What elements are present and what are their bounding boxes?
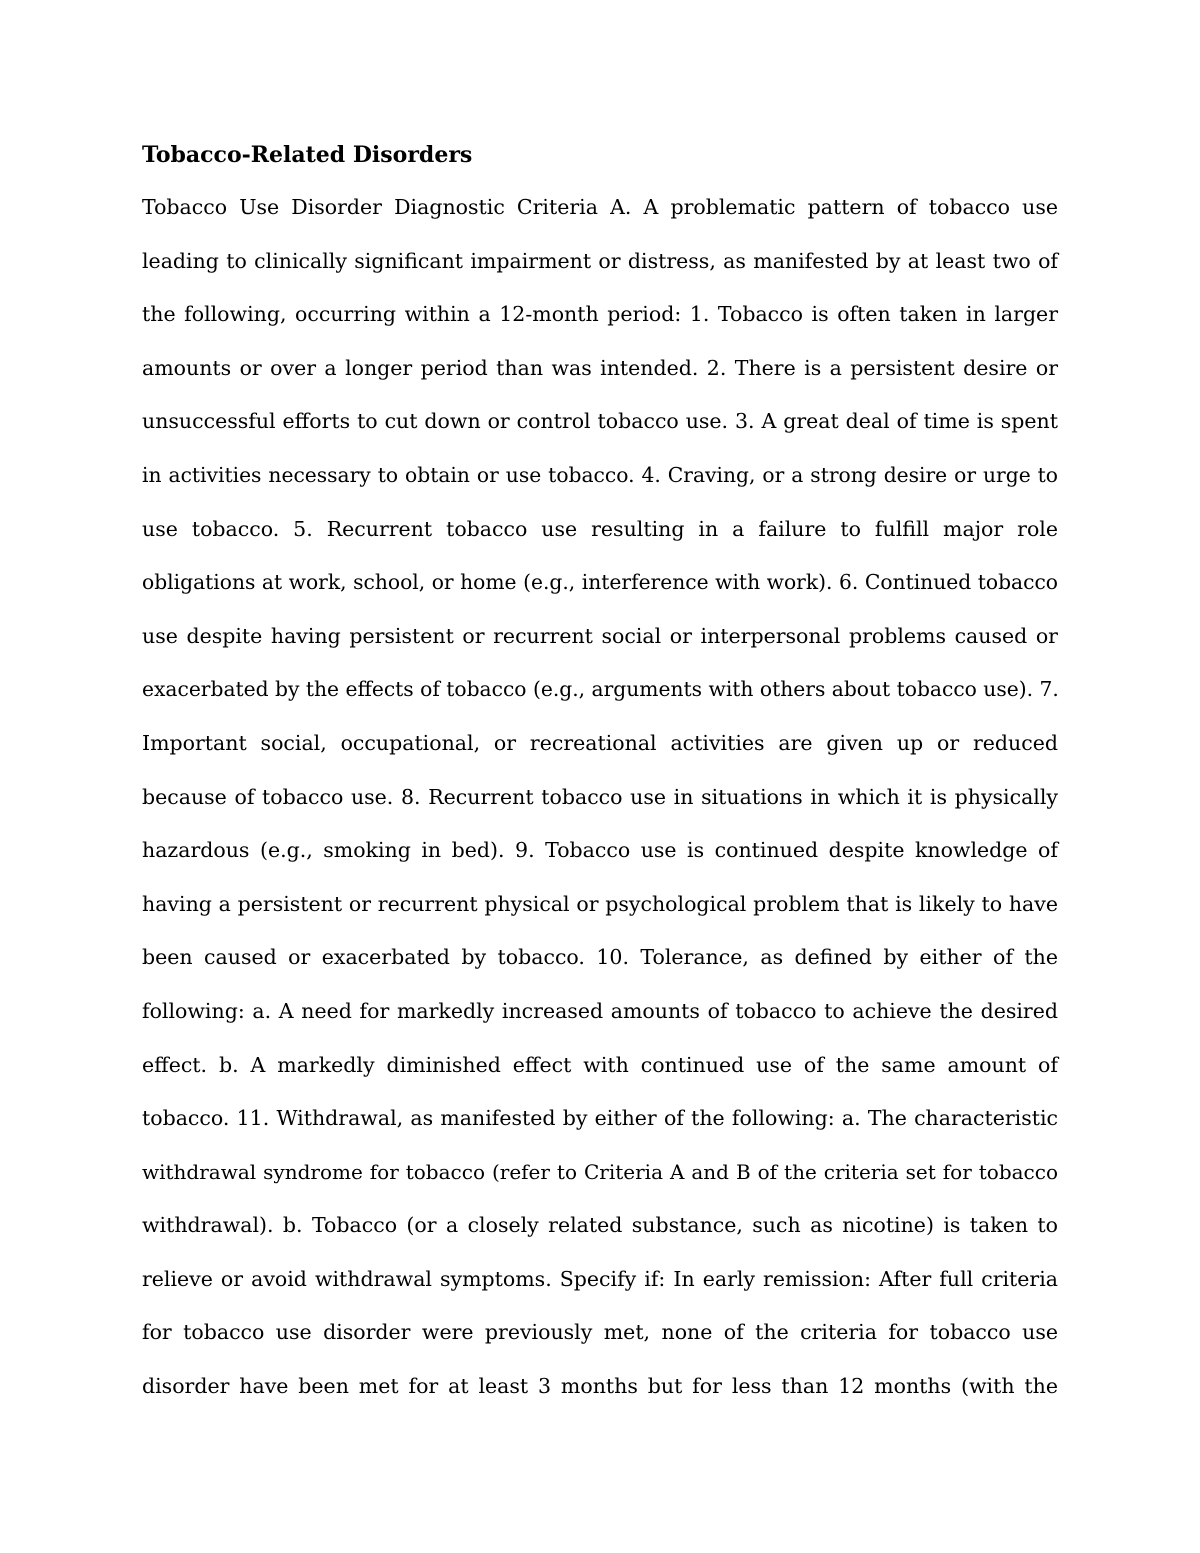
text-line: disorder have been met for at least 3 months but for less than 12 months (with the [142,1374,1058,1399]
text-line: having a persistent or recurrent physical or psychological problem that is likely to have [142,891,1058,916]
text-line: relieve or avoid withdrawal symptoms. Specify if: In early remission: After full criteria [142,1266,1058,1291]
text-line: effect. b. A markedly diminished effect with continued use of the same amount of [142,1052,1058,1077]
text-line: leading to clinically significant impairment or distress, as manifested by at least two of [142,248,1058,273]
text-line: Important social, occupational, or recreational activities are given up or reduced [142,730,1058,755]
text-line: hazardous (e.g., smoking in bed). 9. Tobacco use is continued despite knowledge of [142,838,1058,863]
text-line: tobacco. 11. Withdrawal, as manifested by either of the following: a. The characteristic [142,1106,1058,1131]
text-line: obligations at work, school, or home (e.g., interference with work). 6. Continued tobacco [142,570,1058,595]
text-line: in activities necessary to obtain or use tobacco. 4. Craving, or a strong desire or urge to [142,462,1058,487]
text-line: use tobacco. 5. Recurrent tobacco use resulting in a failure to fulfill major role [142,516,1058,541]
text-line: the following, occurring within a 12-month period: 1. Tobacco is often taken in larger [142,302,1058,327]
text-line: for tobacco use disorder were previously met, none of the criteria for tobacco use [142,1320,1058,1345]
document-body [142,181,1058,1414]
text-line: amounts or over a longer period than was intended. 2. There is a persistent desire or [142,355,1058,380]
text-line: withdrawal syndrome for tobacco (refer to Criteria A and B of the criteria set for tobacco [142,1159,1058,1184]
text-line: use despite having persistent or recurrent social or interpersonal problems caused or [142,623,1058,648]
text-line: unsuccessful efforts to cut down or control tobacco use. 3. A great deal of time is spent [142,409,1058,434]
text-line: exacerbated by the effects of tobacco (e.g., arguments with others about tobacco use). 7. [142,677,1059,702]
text-line: following: a. A need for markedly increased amounts of tobacco to achieve the desired [142,998,1058,1023]
text-line: withdrawal). b. Tobacco (or a closely related substance, such as nicotine) is taken to [142,1213,1058,1238]
text-line: because of tobacco use. 8. Recurrent tobacco use in situations in which it is physically [142,784,1058,809]
text-line: been caused or exacerbated by tobacco. 10. Tolerance, as defined by either of the [142,945,1058,970]
document-title: Tobacco-Related Disorders [142,142,473,168]
text-line: Tobacco Use Disorder Diagnostic Criteria A. A problematic pattern of tobacco use [142,195,1058,219]
